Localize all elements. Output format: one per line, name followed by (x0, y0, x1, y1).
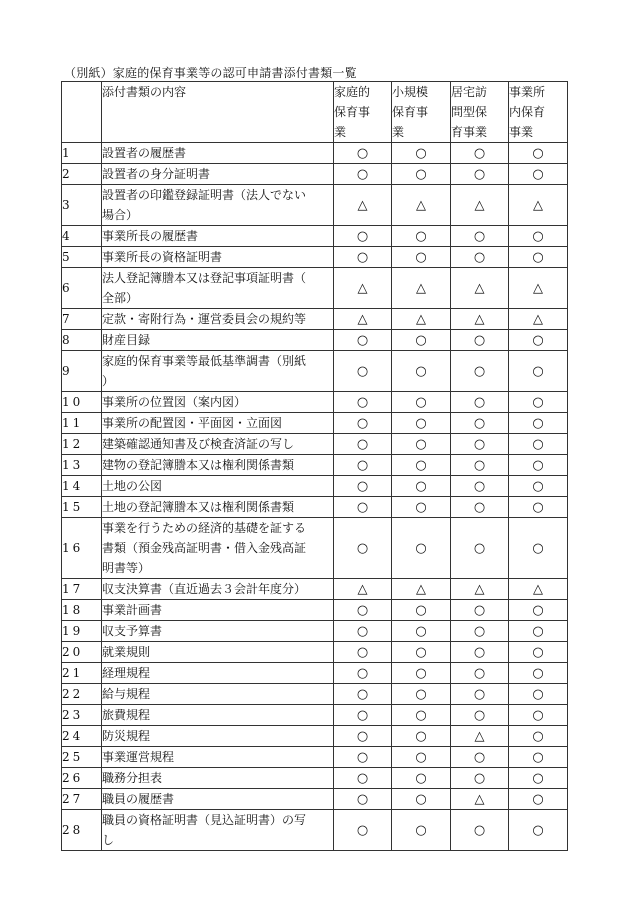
table-row (62, 247, 568, 268)
header-line: 業 (392, 125, 405, 139)
content-line: 設置者の履歴書 (102, 146, 187, 160)
requirement-mark: ○ (334, 434, 392, 455)
requirement-mark: ○ (392, 413, 451, 434)
table-row (62, 747, 568, 768)
table-row (62, 518, 568, 579)
requirement-mark: ○ (334, 143, 392, 164)
content-line: 事業計画書 (102, 603, 163, 617)
requirement-mark: ○ (451, 392, 509, 413)
attachment-documents-table (61, 81, 568, 851)
row-content (102, 351, 334, 392)
row-number: 28 (62, 810, 102, 851)
requirement-mark: ○ (451, 705, 509, 726)
content-line: 家庭的保育事業等最低基準調書（別紙 (102, 354, 307, 368)
table-body (62, 143, 568, 851)
table-row (62, 726, 568, 747)
row-number: 24 (62, 726, 102, 747)
requirement-mark: ○ (509, 351, 568, 392)
requirement-mark: ○ (509, 810, 568, 851)
requirement-mark: ○ (334, 726, 392, 747)
requirement-mark: △ (509, 579, 568, 600)
row-number: 19 (62, 621, 102, 642)
requirement-mark: △ (334, 185, 392, 226)
header-line: 事業 (509, 125, 534, 139)
requirement-mark: ○ (509, 518, 568, 579)
row-number: 15 (62, 497, 102, 518)
row-number: 4 (62, 226, 102, 247)
requirement-mark: ○ (392, 476, 451, 497)
requirement-mark: △ (451, 579, 509, 600)
requirement-mark: ○ (451, 642, 509, 663)
table-row (62, 413, 568, 434)
row-number: 11 (62, 413, 102, 434)
row-content (102, 621, 334, 642)
table-row (62, 143, 568, 164)
content-line: し (102, 833, 115, 847)
row-number: 14 (62, 476, 102, 497)
content-line: 設置者の印鑑登録証明書（法人でない (102, 188, 307, 202)
requirement-mark: △ (392, 268, 451, 309)
content-line: 経理規程 (102, 666, 151, 680)
header-line: 問型保 (451, 105, 488, 119)
requirement-mark: ○ (334, 810, 392, 851)
header-line: 保育事 (392, 105, 429, 119)
requirement-mark: △ (392, 579, 451, 600)
requirement-mark: ○ (334, 663, 392, 684)
requirement-mark: ○ (392, 600, 451, 621)
content-line: 事業所の配置図・平面図・立面図 (102, 416, 283, 430)
requirement-mark: ○ (451, 351, 509, 392)
table-row (62, 684, 568, 705)
requirement-mark: ○ (392, 351, 451, 392)
requirement-mark: ○ (509, 330, 568, 351)
content-line: 防災規程 (102, 729, 151, 743)
row-content (102, 497, 334, 518)
requirement-mark: ○ (509, 684, 568, 705)
content-line: 土地の登記簿謄本又は権利関係書類 (102, 500, 295, 514)
requirement-mark: △ (509, 268, 568, 309)
row-content (102, 330, 334, 351)
row-number: 3 (62, 185, 102, 226)
row-number: 18 (62, 600, 102, 621)
content-line: 事業運営規程 (102, 750, 175, 764)
content-line: 明書等） (102, 561, 151, 575)
requirement-mark: ○ (509, 663, 568, 684)
requirement-mark: ○ (334, 747, 392, 768)
row-content (102, 413, 334, 434)
requirement-mark: ○ (334, 413, 392, 434)
header-line: 保育事 (334, 105, 371, 119)
requirement-mark: ○ (334, 330, 392, 351)
table-row (62, 789, 568, 810)
table-row (62, 579, 568, 600)
requirement-mark: △ (451, 268, 509, 309)
table-row (62, 621, 568, 642)
row-content (102, 268, 334, 309)
content-line: 財産目録 (102, 333, 151, 347)
requirement-mark: ○ (509, 226, 568, 247)
row-content (102, 247, 334, 268)
requirement-mark: ○ (509, 455, 568, 476)
row-content (102, 663, 334, 684)
row-content (102, 747, 334, 768)
table-row (62, 705, 568, 726)
header-category-kyotaku (451, 82, 509, 143)
requirement-mark: ○ (392, 247, 451, 268)
table-row (62, 268, 568, 309)
requirement-mark: △ (392, 185, 451, 226)
content-line: 職員の資格証明書（見込証明書）の写 (102, 813, 307, 827)
requirement-mark: ○ (451, 476, 509, 497)
content-line: 収支決算書（直近過去３会計年度分） (102, 582, 307, 596)
header-line: 内保育 (509, 105, 546, 119)
requirement-mark: ○ (392, 226, 451, 247)
requirement-mark: ○ (392, 164, 451, 185)
requirement-mark: △ (334, 268, 392, 309)
requirement-mark: ○ (451, 663, 509, 684)
requirement-mark: ○ (334, 392, 392, 413)
header-number (62, 82, 102, 143)
table-row (62, 810, 568, 851)
requirement-mark: ○ (451, 621, 509, 642)
row-content (102, 768, 334, 789)
row-number: 26 (62, 768, 102, 789)
row-content (102, 185, 334, 226)
row-content (102, 642, 334, 663)
row-number: 9 (62, 351, 102, 392)
requirement-mark: △ (451, 185, 509, 226)
row-number: 20 (62, 642, 102, 663)
requirement-mark: ○ (451, 247, 509, 268)
requirement-mark: ○ (334, 164, 392, 185)
row-content (102, 392, 334, 413)
requirement-mark: ○ (392, 434, 451, 455)
requirement-mark: ○ (334, 247, 392, 268)
requirement-mark: ○ (392, 663, 451, 684)
requirement-mark: ○ (392, 747, 451, 768)
table-row (62, 185, 568, 226)
row-content (102, 455, 334, 476)
content-line: 書類（預金残高証明書・借入金残高証 (102, 541, 307, 555)
content-line: 全部） (102, 291, 139, 305)
row-number: 12 (62, 434, 102, 455)
table-row (62, 309, 568, 330)
content-line: 職員の履歴書 (102, 792, 175, 806)
row-content (102, 164, 334, 185)
row-content (102, 600, 334, 621)
requirement-mark: ○ (334, 642, 392, 663)
row-content (102, 309, 334, 330)
row-content (102, 726, 334, 747)
row-number: 21 (62, 663, 102, 684)
requirement-mark: △ (334, 309, 392, 330)
requirement-mark: ○ (509, 497, 568, 518)
requirement-mark: ○ (509, 642, 568, 663)
row-content (102, 789, 334, 810)
requirement-mark: ○ (451, 684, 509, 705)
row-number: 5 (62, 247, 102, 268)
header-line: 事業所 (509, 85, 546, 99)
requirement-mark: ○ (392, 392, 451, 413)
requirement-mark: ○ (451, 747, 509, 768)
requirement-mark: △ (451, 726, 509, 747)
row-number: 27 (62, 789, 102, 810)
row-content (102, 434, 334, 455)
header-category-jigyosho (509, 82, 568, 143)
row-content (102, 579, 334, 600)
requirement-mark: ○ (451, 810, 509, 851)
row-number: 8 (62, 330, 102, 351)
requirement-mark: ○ (451, 497, 509, 518)
row-number: 23 (62, 705, 102, 726)
requirement-mark: △ (509, 185, 568, 226)
content-line: 建築確認通知書及び検査済証の写し (102, 437, 295, 451)
header-line: 家庭的 (334, 85, 371, 99)
requirement-mark: ○ (334, 684, 392, 705)
table-row (62, 392, 568, 413)
requirement-mark: ○ (392, 810, 451, 851)
content-line: 給与規程 (102, 687, 151, 701)
row-number: 16 (62, 518, 102, 579)
requirement-mark: ○ (509, 747, 568, 768)
row-content (102, 143, 334, 164)
requirement-mark: △ (451, 789, 509, 810)
requirement-mark: ○ (334, 351, 392, 392)
requirement-mark: ○ (451, 413, 509, 434)
requirement-mark: ○ (451, 330, 509, 351)
requirement-mark: ○ (334, 497, 392, 518)
content-line: 職務分担表 (102, 771, 163, 785)
header-category-katei (334, 82, 392, 143)
header-line: 小規模 (392, 85, 429, 99)
content-line: 旅費規程 (102, 708, 151, 722)
requirement-mark: ○ (509, 705, 568, 726)
header-line: 育事業 (451, 125, 488, 139)
content-line: 収支予算書 (102, 624, 163, 638)
header-line: 居宅訪 (451, 85, 488, 99)
table-row (62, 434, 568, 455)
content-line: 法人登記簿謄本又は登記事項証明書（ (102, 271, 307, 285)
requirement-mark: ○ (451, 768, 509, 789)
row-number: 13 (62, 455, 102, 476)
table-row (62, 476, 568, 497)
table-row (62, 768, 568, 789)
requirement-mark: ○ (392, 642, 451, 663)
table-row (62, 164, 568, 185)
requirement-mark: △ (509, 309, 568, 330)
requirement-mark: ○ (334, 768, 392, 789)
content-line: 場合） (102, 208, 139, 222)
requirement-mark: ○ (392, 330, 451, 351)
row-number: 22 (62, 684, 102, 705)
requirement-mark: ○ (392, 768, 451, 789)
content-line: 定款・寄附行為・運営委員会の規約等 (102, 312, 307, 326)
content-line: 事業所長の資格証明書 (102, 250, 223, 264)
requirement-mark: ○ (334, 455, 392, 476)
requirement-mark: ○ (392, 705, 451, 726)
table-row (62, 497, 568, 518)
requirement-mark: △ (451, 309, 509, 330)
requirement-mark: ○ (509, 247, 568, 268)
requirement-mark: ○ (392, 789, 451, 810)
requirement-mark: ○ (392, 726, 451, 747)
requirement-mark: ○ (451, 455, 509, 476)
requirement-mark: △ (392, 309, 451, 330)
requirement-mark: ○ (451, 434, 509, 455)
requirement-mark: ○ (334, 621, 392, 642)
table-row (62, 642, 568, 663)
requirement-mark: ○ (509, 789, 568, 810)
row-content (102, 810, 334, 851)
requirement-mark: ○ (334, 518, 392, 579)
row-number: 2 (62, 164, 102, 185)
content-line: ） (102, 374, 115, 388)
content-line: 建物の登記簿謄本又は権利関係書類 (102, 458, 295, 472)
requirement-mark: ○ (509, 726, 568, 747)
table-row (62, 663, 568, 684)
requirement-mark: ○ (334, 705, 392, 726)
content-line: 土地の公図 (102, 479, 163, 493)
table-row (62, 455, 568, 476)
requirement-mark: ○ (392, 497, 451, 518)
requirement-mark: ○ (509, 476, 568, 497)
content-line: 設置者の身分証明書 (102, 167, 211, 181)
requirement-mark: ○ (451, 226, 509, 247)
row-content (102, 684, 334, 705)
requirement-mark: ○ (392, 143, 451, 164)
requirement-mark: ○ (392, 455, 451, 476)
requirement-mark: ○ (392, 518, 451, 579)
row-number: 25 (62, 747, 102, 768)
row-number: 1 (62, 143, 102, 164)
requirement-mark: ○ (392, 684, 451, 705)
row-number: 7 (62, 309, 102, 330)
content-line: 就業規則 (102, 645, 151, 659)
row-number: 6 (62, 268, 102, 309)
row-content (102, 476, 334, 497)
row-number: 10 (62, 392, 102, 413)
requirement-mark: ○ (451, 143, 509, 164)
header-category-shokibo (392, 82, 451, 143)
header-content: 添付書類の内容 (102, 82, 334, 143)
requirement-mark: ○ (509, 600, 568, 621)
table-row (62, 600, 568, 621)
table-row (62, 351, 568, 392)
row-content (102, 705, 334, 726)
requirement-mark: ○ (509, 392, 568, 413)
requirement-mark: ○ (451, 164, 509, 185)
row-number: 17 (62, 579, 102, 600)
page-title: （別紙）家庭的保育事業等の認可申請書添付書類一覧 (64, 66, 357, 80)
table-row (62, 330, 568, 351)
requirement-mark: ○ (334, 789, 392, 810)
requirement-mark: ○ (509, 164, 568, 185)
requirement-mark: ○ (334, 600, 392, 621)
content-line: 事業所長の履歴書 (102, 229, 199, 243)
header-line: 業 (334, 125, 347, 139)
row-content (102, 518, 334, 579)
requirement-mark: ○ (451, 518, 509, 579)
content-line: 事業所の位置図（案内図） (102, 395, 247, 409)
requirement-mark: ○ (509, 768, 568, 789)
content-line: 事業を行うための経済的基礎を証する (102, 521, 307, 535)
table-row (62, 226, 568, 247)
requirement-mark: ○ (451, 600, 509, 621)
requirement-mark: ○ (509, 434, 568, 455)
row-content (102, 226, 334, 247)
requirement-mark: ○ (509, 413, 568, 434)
requirement-mark: ○ (334, 476, 392, 497)
requirement-mark: △ (334, 579, 392, 600)
requirement-mark: ○ (509, 143, 568, 164)
requirement-mark: ○ (509, 621, 568, 642)
requirement-mark: ○ (392, 621, 451, 642)
requirement-mark: ○ (334, 226, 392, 247)
table-header-row (62, 82, 568, 143)
